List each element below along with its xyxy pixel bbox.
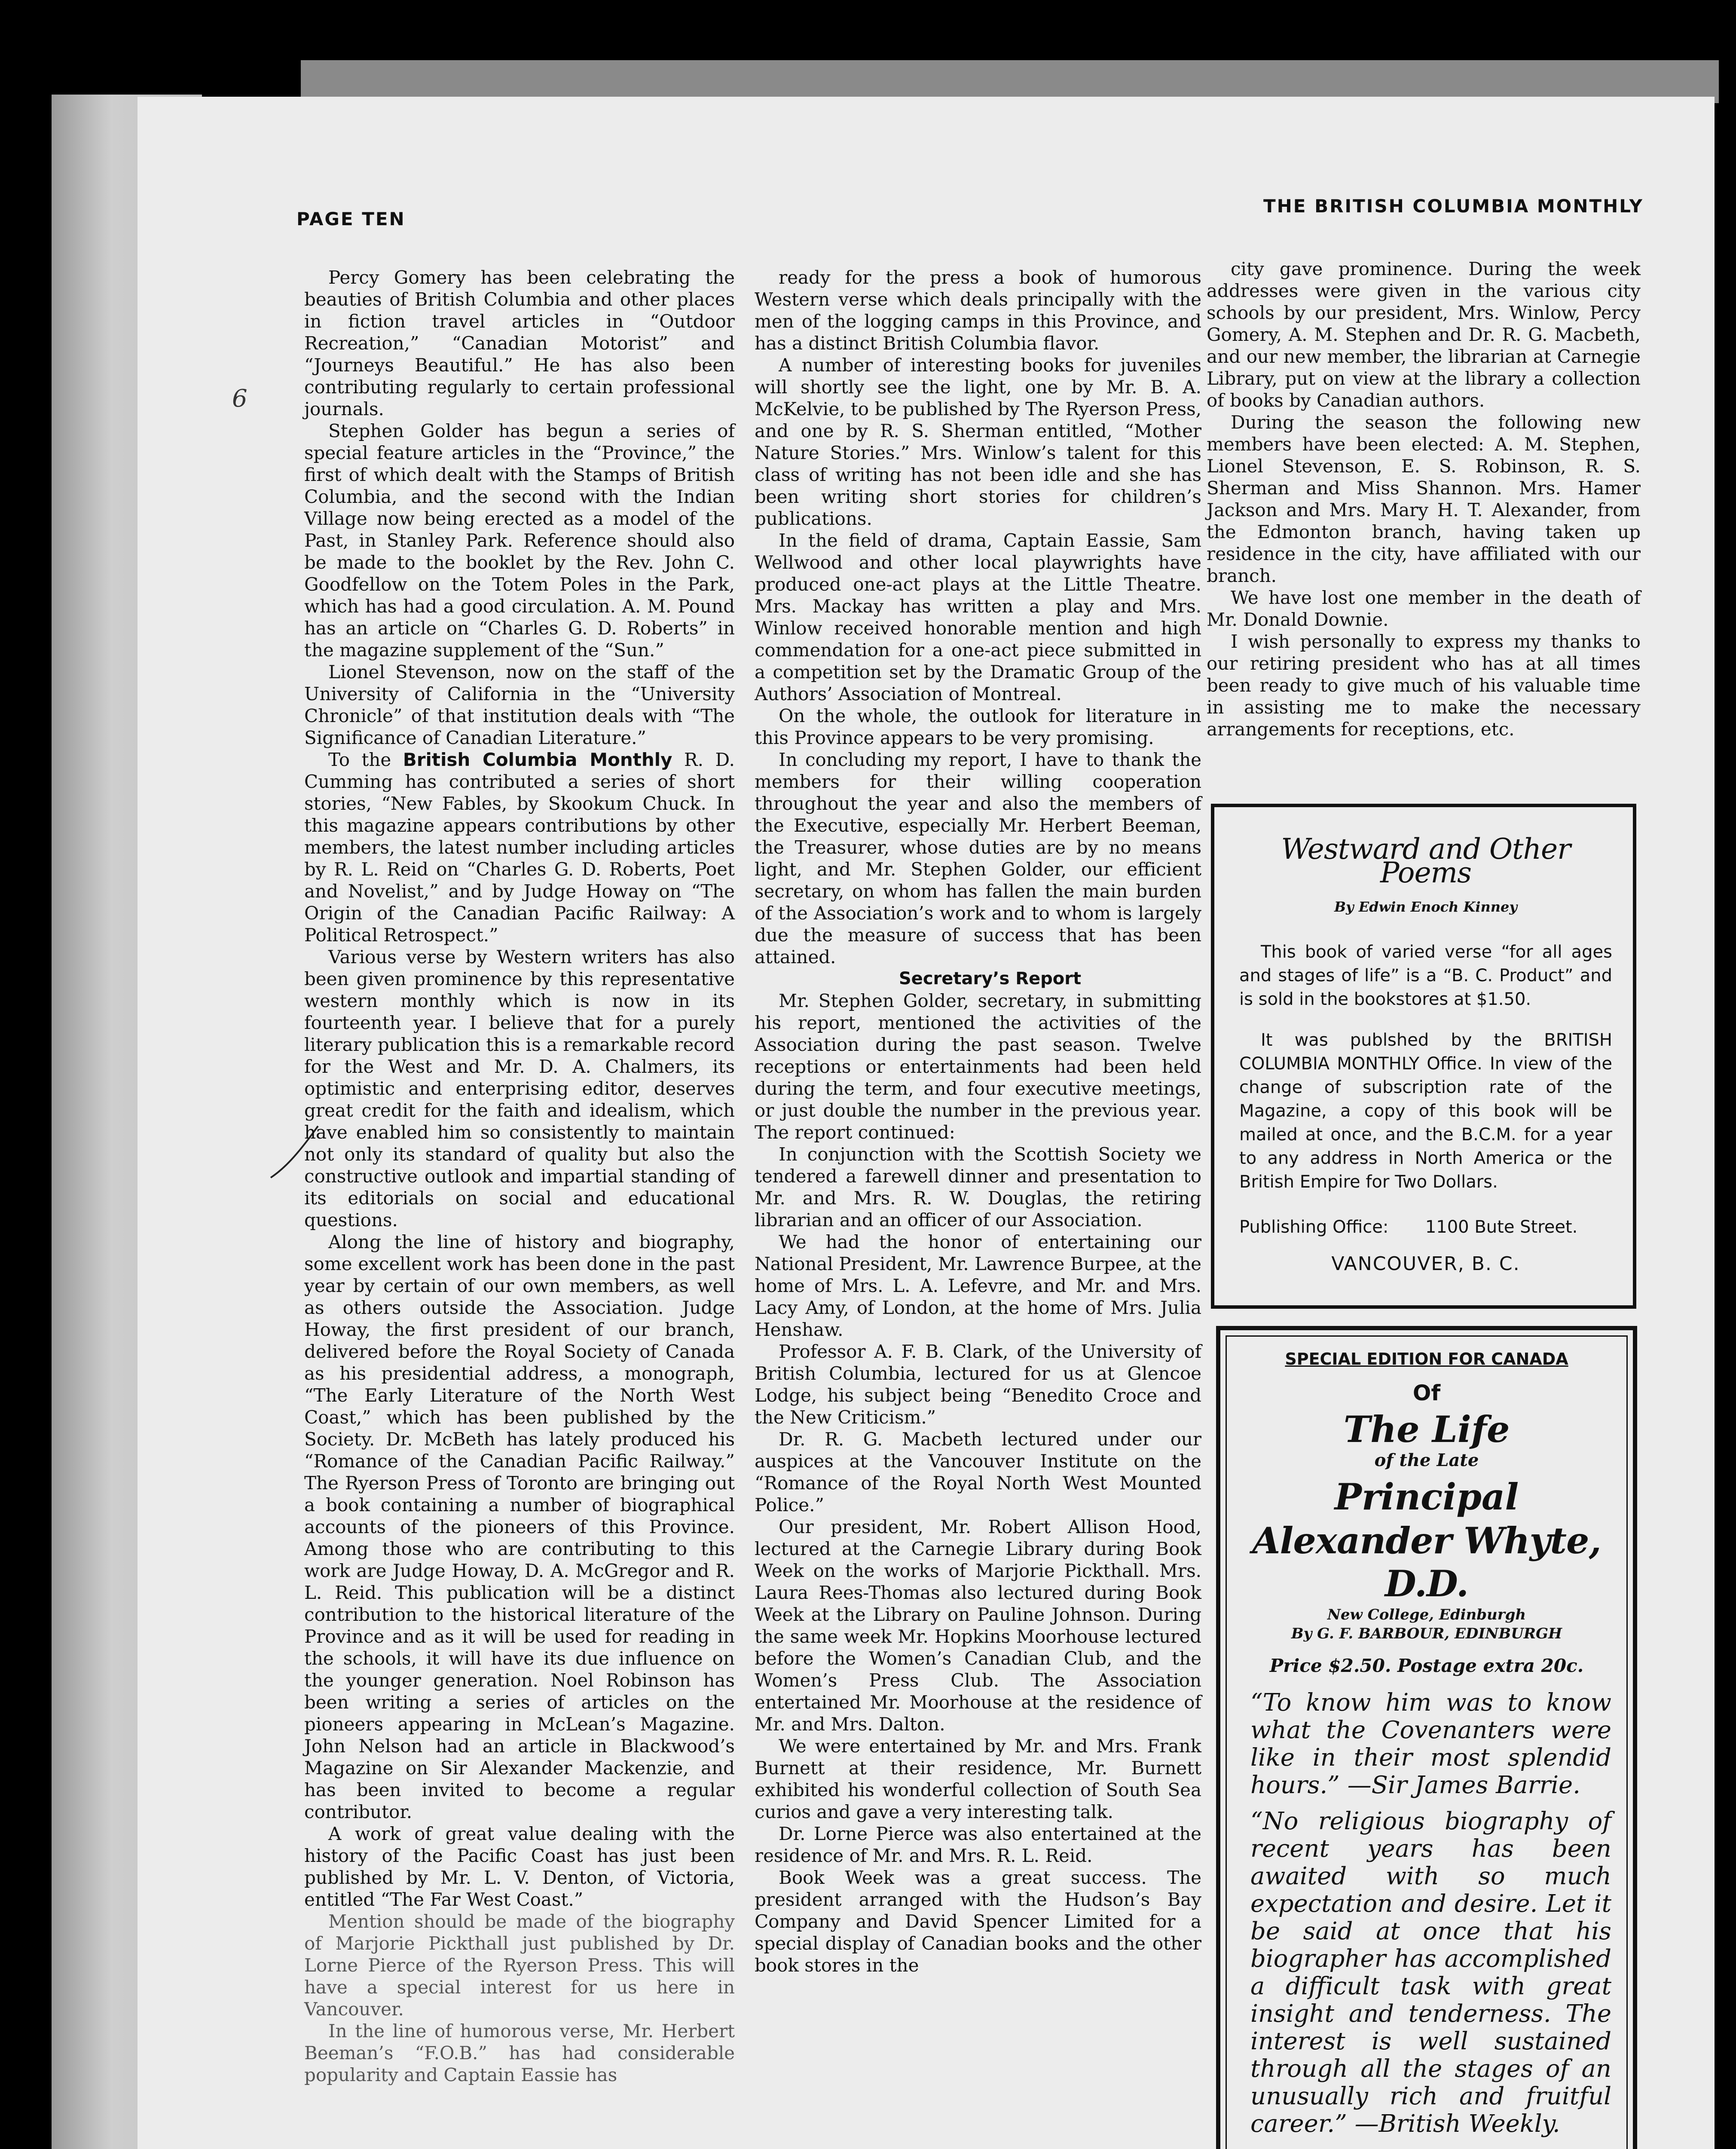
quote-british-weekly: “No religious biography of recent years has been awaited with so much expectation and desire. Let it be said at once that his biographer has accomplished a difficult task with great insight and tenderness. The interest is well sustained through all the stages of an unusually rich and fruitful career.” —British Weekly.: [1250, 1807, 1611, 2138]
paragraph: Mention should be made of the biography of Marjorie Pickthall just published by Dr. Lorne Pierce of the Ryerson Press. This will have a special interest for us here in Vancouver.: [304, 1911, 735, 2020]
ad-paragraph: This book of varied verse “for all ages and stages of life” is a “B. C. Product” and is sold in the bookstores at $1.50.: [1239, 942, 1612, 1009]
paragraph: I wish personally to express my thanks to our retiring president who has at all times been ready to give much of his valuable time in assisting me to make the necessary arrangements for receptions, etc.: [1207, 631, 1641, 740]
text-run: R. D. Cumming has contributed a series of short stories, “New Fables, by Skookum Chuck. In this magazine appears contributions by other members, the latest number including articles by R. L. Reid on “Charles G. D. Roberts, Poet and Novelist,” and by Judge Howay on “The Origin of the Canadian Pacific Railway: A Political Retrospect.”: [304, 749, 735, 946]
paragraph: Dr. R. G. Macbeth lectured under our auspices at the Vancouver Institute on the “Romance of the Royal North West Mounted Police.”: [755, 1429, 1201, 1515]
quote-barrie: “To know him was to know what the Covenanters were like in their most splendid hours.” —Sir James Barrie.: [1250, 1689, 1611, 1799]
section-heading: Secretary’s Report: [899, 969, 1082, 989]
article-column-3: [1207, 258, 1641, 740]
page-number-header: PAGE TEN: [296, 208, 406, 230]
paragraph: A work of great value dealing with the history of the Pacific Coast has just been published by Mr. L. V. Denton, of Victoria, entitled “The Far West Coast.”: [304, 1823, 735, 1910]
paragraph: Various verse by Western writers has also been given prominence by this representative western monthly which is now in its fourteenth year. I believe that for a purely literary publication this is a remarkable record for the West and Mr. D. A. Chalmers, its optimistic and enterprising editor, deserves great credit for the faith and idealism, which have enabled him so consistently to maintain not only its standard of quality but also the constructive outlook and impartial standing of its editorials on social and educational questions.: [304, 946, 735, 1231]
paragraph: In concluding my report, I have to thank the members for their willing cooperation throughout the year and also the members of the Executive, especially Mr. Herbert Beeman, the Treasurer, whose duties are by no means light, and Mr. Stephen Golder, our efficient secretary, on whom has fallen the main burden of the Association’s work and to whom is largely due the measure of success that has been attained.: [755, 749, 1201, 967]
paragraph: During the season the following new members have been elected: A. M. Stephen, Lionel Stevenson, E. S. Robinson, R. S. Sherman and Miss Shannon. Mrs. Hamer Jackson and Mrs. Mary H. T. Alexander, from the Edmonton branch, having taken up residence in the city, have affiliated with our branch.: [1207, 412, 1641, 586]
ad-byline: By Edwin Enoch Kinney: [1334, 899, 1517, 915]
alexander-whyte-ad: [1216, 1326, 1637, 2149]
westward-poems-ad: [1211, 804, 1636, 1309]
author-line: By G. F. BARBOUR, EDINBURGH: [1291, 1625, 1562, 1642]
ad-content: [1233, 1350, 1620, 2149]
edition-label: SPECIAL EDITION FOR CANADA: [1285, 1350, 1568, 1368]
paragraph: Percy Gomery has been celebrating the beauties of British Columbia and other places in fiction travel articles in “Outdoor Recreation,” “Canadian Motorist” and “Journeys Beautiful.” He has also been contributing regularly to certain professional journals.: [304, 267, 735, 419]
text-run: To the: [328, 749, 391, 770]
paragraph: ready for the press a book of humorous Western verse which deals principally with the men of the logging camps in this Province, and has a distinct British Columbia flavor.: [755, 267, 1201, 354]
paragraph: Book Week was a great success. The president arranged with the Hudson’s Bay Company and David Spencer Limited for a special display of Canadian books and the other book stores in the: [755, 1867, 1201, 1976]
price-line: Price $2.50. Postage extra 20c.: [1269, 1655, 1584, 1676]
book-title-late: of the Late: [1374, 1450, 1479, 1470]
college-line: New College, Edinburgh: [1327, 1606, 1526, 1623]
office-city: VANCOUVER, B. C.: [1331, 1253, 1520, 1275]
paragraph: Professor A. F. B. Clark, of the University of British Columbia, lectured for us at Glencoe Lodge, his subject being “Benedito Croce and the New Criticism.”: [755, 1341, 1201, 1428]
paragraph: We had the honor of entertaining our National President, Mr. Lawrence Burpee, at the home of Mrs. L. A. Lefevre, and Mr. and Mrs. Lacy Amy, of London, at the home of Mrs. Julia Henshaw.: [755, 1231, 1201, 1340]
paragraph: Mr. Stephen Golder, secretary, in submitting his report, mentioned the activities of the Association during the past season. Twelve receptions or entertainments had been held during the term, and four executive meetings, or just double the number in the previous year. The report continued:: [755, 990, 1201, 1143]
ad-of: Of: [1412, 1381, 1441, 1405]
article-column-1: [304, 266, 735, 2086]
ad-title: Westward and Other Poems: [1281, 833, 1571, 889]
office-label: Publishing Office:: [1239, 1217, 1389, 1237]
book-title-name: Alexander Whyte, D.D.: [1252, 1519, 1601, 1605]
paragraph: We have lost one member in the death of Mr. Donald Downie.: [1207, 587, 1641, 630]
paragraph: Lionel Stevenson, now on the staff of the University of California in the “University Chronicle” of that institution deals with “The Significance of Canadian Literature.”: [304, 661, 735, 748]
paragraph: Our president, Mr. Robert Allison Hood, lectured at the Carnegie Library during Book Week on the works of Marjorie Pickthall. Mrs. Laura Rees-Thomas also lectured during Book Week at the Library on Pauline Johnson. During the same week Mr. Hopkins Moorhouse lectured before the Women’s Canadian Club, and the Women’s Press Club. The Association entertained Mr. Moorhouse at the residence of Mr. and Mrs. Dalton.: [755, 1516, 1201, 1735]
paragraph: Dr. Lorne Pierce was also entertained at the residence of Mr. and Mrs. R. L. Reid.: [755, 1823, 1201, 1866]
publishing-office: [1239, 1215, 1612, 1239]
ad-paragraph: It was publshed by the BRITISH COLUMBIA MONTHLY Office. In view of the change of subscription rate of the Magazine, a copy of this book will be mailed at once, and the B.C.M. for a year to any address in North America or the British Empire for Two Dollars.: [1239, 1030, 1612, 1192]
paragraph: Stephen Golder has begun a series of special feature articles in the “Province,” the first of which dealt with the Stamps of British Columbia, and the second with the Indian Village now being erected as a model of the Past, in Stanley Park. Reference should also be made to the booklet by the Rev. John C. Goodfellow on the Totem Poles in the Park, which has had a good circulation. A. M. Pound has an article on “Charles G. D. Roberts” in the magazine supplement of the “Sun.”: [304, 420, 735, 661]
paragraph: On the whole, the outlook for literature in this Province appears to be very promising.: [755, 705, 1201, 748]
magazine-name: British Columbia Monthly: [403, 749, 672, 770]
office-address: 1100 Bute Street.: [1425, 1217, 1578, 1237]
paragraph: In conjunction with the Scottish Society we tendered a farewell dinner and presentation to Mr. and Mrs. R. W. Douglas, the retiring librarian and an officer of our Association.: [755, 1144, 1201, 1231]
paragraph: In the line of humorous verse, Mr. Herbert Beeman’s “F.O.B.” has had considerable popularity and Captain Eassie has: [304, 2020, 735, 2085]
book-title-life: The Life: [1343, 1408, 1510, 1451]
paragraph: In the field of drama, Captain Eassie, Sam Wellwood and other local playwrights have produced one-act plays at the Little Theatre. Mrs. Mackay has written a play and Mrs. Winlow received honorable mention and high commendation for a one-act piece submitted in a competition set by the Dramatic Group of the Authors’ Association of Montreal.: [755, 530, 1201, 704]
paragraph: [304, 749, 735, 946]
paragraph: Along the line of history and biography, some excellent work has been done in the past year by certain of our own members, as well as others outside the Association. Judge Howay, the first president of our branch, delivered before the Royal Society of Canada as his presidential address, a monograph, “The Early Literature of the North West Coast,” which has been published by the Society. Dr. McBeth has lately produced his “Romance of the Canadian Pacific Railway.” The Ryerson Press of Toronto are bringing out a book containing a number of biographical accounts of the pioneers of this Province. Among those who are contributing to this work are Judge Howay, D. A. McGregor and R. L. Reid. This publication will be a distinct contribution to the historical literature of the Province and as it will be used for reading in the schools, it will have its due influence on the younger generation. Noel Robinson has been writing a series of articles on the pioneers appearing in McLean’s Magazine. John Nelson had an article in Blackwood’s Magazine on Sir Alexander Mackenzie, and has been invited to become a regular contributor.: [304, 1231, 735, 1822]
magazine-title-header: THE BRITISH COLUMBIA MONTHLY: [1263, 196, 1644, 217]
book-title-principal: Principal: [1334, 1476, 1519, 1518]
paragraph: city gave prominence. During the week addresses were given in the various city schools by our president, Mrs. Winlow, Percy Gomery, A. M. Stephen and Dr. R. G. Macbeth, and our new member, the librarian at Carnegie Library, put on view at the library a collection of books by Canadian authors.: [1207, 258, 1641, 411]
margin-mark: 6: [232, 385, 248, 413]
paragraph: A number of interesting books for juveniles will shortly see the light, one by Mr. B. A. McKelvie, to be published by The Ryerson Press, and one by R. S. Sherman entitled, “Mother Nature Stories.” Mrs. Winlow’s talent for this class of writing has not been idle and she has been writing short stories for children’s publications.: [755, 355, 1201, 529]
paragraph: We were entertained by Mr. and Mrs. Frank Burnett at their residence, Mr. Burnett exhibited his wonderful collection of South Sea curios and gave a very interesting talk.: [755, 1736, 1201, 1822]
article-column-2: [755, 266, 1201, 1976]
